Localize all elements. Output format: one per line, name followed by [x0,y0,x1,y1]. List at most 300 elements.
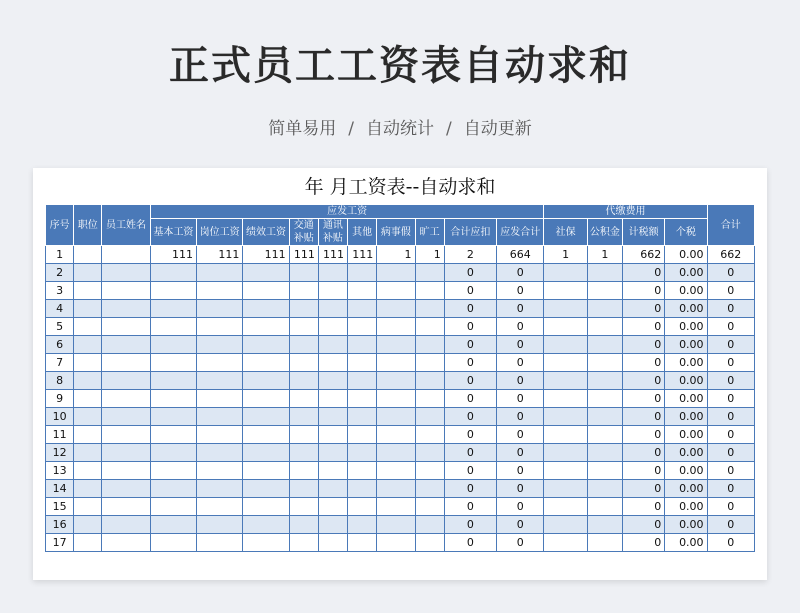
cell-other[interactable] [348,534,377,552]
cell-fund[interactable] [587,408,622,426]
cell-comm[interactable] [318,282,347,300]
cell-social[interactable] [544,444,587,462]
cell-sick[interactable] [377,498,415,516]
header-comm[interactable]: 通讯补贴 [318,219,347,246]
cell-sick[interactable] [377,336,415,354]
cell-seq[interactable]: 17 [46,534,74,552]
cell-total-deduct[interactable]: 0 [444,300,496,318]
cell-fund[interactable] [587,336,622,354]
cell-fund[interactable] [587,282,622,300]
cell-taxable[interactable]: 0 [623,264,665,282]
cell-post[interactable] [197,462,243,480]
cell-total-deduct[interactable]: 0 [444,480,496,498]
cell-position[interactable] [74,282,102,300]
cell-social[interactable] [544,426,587,444]
cell-absent[interactable]: 1 [415,246,444,264]
cell-post[interactable] [197,516,243,534]
cell-social[interactable] [544,372,587,390]
cell-name[interactable] [102,354,150,372]
cell-total-pay[interactable]: 0 [497,264,544,282]
cell-position[interactable] [74,516,102,534]
cell-sick[interactable] [377,426,415,444]
header-tax[interactable]: 个税 [665,219,707,246]
cell-total-deduct[interactable]: 0 [444,318,496,336]
cell-post[interactable] [197,264,243,282]
cell-social[interactable] [544,390,587,408]
cell-grand-total[interactable]: 0 [707,372,754,390]
cell-grand-total[interactable]: 0 [707,462,754,480]
cell-tax[interactable]: 0.00 [665,516,707,534]
cell-name[interactable] [102,462,150,480]
cell-social[interactable] [544,282,587,300]
cell-grand-total[interactable]: 0 [707,408,754,426]
cell-absent[interactable] [415,516,444,534]
cell-tax[interactable]: 0.00 [665,498,707,516]
cell-perf[interactable] [243,444,289,462]
cell-total-pay[interactable]: 0 [497,372,544,390]
cell-social[interactable] [544,336,587,354]
cell-other[interactable] [348,372,377,390]
cell-comm[interactable] [318,372,347,390]
cell-seq[interactable]: 7 [46,354,74,372]
cell-transport[interactable] [289,336,318,354]
cell-absent[interactable] [415,480,444,498]
cell-absent[interactable] [415,426,444,444]
cell-total-pay[interactable]: 0 [497,498,544,516]
cell-name[interactable] [102,516,150,534]
cell-tax[interactable]: 0.00 [665,408,707,426]
cell-absent[interactable] [415,354,444,372]
cell-basic[interactable] [150,534,196,552]
cell-post[interactable] [197,426,243,444]
cell-taxable[interactable]: 0 [623,408,665,426]
cell-fund[interactable] [587,390,622,408]
cell-name[interactable] [102,282,150,300]
cell-other[interactable] [348,426,377,444]
cell-total-pay[interactable]: 0 [497,516,544,534]
cell-tax[interactable]: 0.00 [665,282,707,300]
cell-total-pay[interactable]: 0 [497,480,544,498]
cell-basic[interactable] [150,390,196,408]
cell-total-deduct[interactable]: 0 [444,372,496,390]
cell-seq[interactable]: 15 [46,498,74,516]
cell-fund[interactable] [587,372,622,390]
cell-seq[interactable]: 11 [46,426,74,444]
cell-basic[interactable] [150,264,196,282]
cell-sick[interactable] [377,354,415,372]
cell-absent[interactable] [415,444,444,462]
cell-total-pay[interactable]: 0 [497,426,544,444]
cell-grand-total[interactable]: 0 [707,516,754,534]
cell-total-deduct[interactable]: 0 [444,444,496,462]
cell-sick[interactable] [377,282,415,300]
cell-perf[interactable] [243,516,289,534]
header-basic[interactable]: 基本工资 [150,219,196,246]
cell-transport[interactable] [289,408,318,426]
cell-absent[interactable] [415,462,444,480]
cell-other[interactable]: 111 [348,246,377,264]
cell-perf[interactable] [243,534,289,552]
cell-comm[interactable] [318,462,347,480]
cell-fund[interactable] [587,300,622,318]
cell-seq[interactable]: 12 [46,444,74,462]
cell-other[interactable] [348,282,377,300]
cell-total-pay[interactable]: 0 [497,282,544,300]
cell-fund[interactable] [587,426,622,444]
cell-name[interactable] [102,300,150,318]
cell-position[interactable] [74,408,102,426]
cell-perf[interactable] [243,480,289,498]
cell-taxable[interactable]: 0 [623,318,665,336]
cell-tax[interactable]: 0.00 [665,390,707,408]
cell-taxable[interactable]: 0 [623,372,665,390]
cell-perf[interactable]: 111 [243,246,289,264]
cell-taxable[interactable]: 0 [623,498,665,516]
cell-seq[interactable]: 13 [46,462,74,480]
header-grand-total[interactable]: 合计 [707,205,754,246]
cell-fund[interactable]: 1 [587,246,622,264]
cell-total-deduct[interactable]: 2 [444,246,496,264]
cell-fund[interactable] [587,354,622,372]
cell-total-deduct[interactable]: 0 [444,390,496,408]
cell-absent[interactable] [415,264,444,282]
cell-comm[interactable] [318,534,347,552]
cell-transport[interactable] [289,264,318,282]
cell-comm[interactable] [318,444,347,462]
cell-other[interactable] [348,264,377,282]
header-perf[interactable]: 绩效工资 [243,219,289,246]
cell-sick[interactable] [377,444,415,462]
cell-basic[interactable] [150,318,196,336]
cell-other[interactable] [348,444,377,462]
cell-total-deduct[interactable]: 0 [444,354,496,372]
cell-total-pay[interactable]: 0 [497,336,544,354]
cell-tax[interactable]: 0.00 [665,264,707,282]
cell-perf[interactable] [243,264,289,282]
cell-post[interactable] [197,408,243,426]
cell-absent[interactable] [415,534,444,552]
cell-tax[interactable]: 0.00 [665,426,707,444]
cell-grand-total[interactable]: 0 [707,426,754,444]
cell-tax[interactable]: 0.00 [665,534,707,552]
cell-tax[interactable]: 0.00 [665,300,707,318]
cell-position[interactable] [74,480,102,498]
cell-comm[interactable]: 111 [318,246,347,264]
cell-sick[interactable] [377,372,415,390]
cell-total-deduct[interactable]: 0 [444,426,496,444]
cell-grand-total[interactable]: 0 [707,354,754,372]
cell-total-pay[interactable]: 0 [497,444,544,462]
cell-seq[interactable]: 16 [46,516,74,534]
cell-basic[interactable] [150,336,196,354]
cell-grand-total[interactable]: 662 [707,246,754,264]
cell-comm[interactable] [318,300,347,318]
cell-taxable[interactable]: 0 [623,282,665,300]
cell-post[interactable]: 111 [197,246,243,264]
cell-total-deduct[interactable]: 0 [444,336,496,354]
cell-total-pay[interactable]: 0 [497,462,544,480]
cell-post[interactable] [197,390,243,408]
cell-basic[interactable] [150,372,196,390]
cell-total-pay[interactable]: 0 [497,300,544,318]
cell-fund[interactable] [587,462,622,480]
cell-seq[interactable]: 8 [46,372,74,390]
cell-post[interactable] [197,444,243,462]
cell-sick[interactable] [377,318,415,336]
cell-tax[interactable]: 0.00 [665,246,707,264]
cell-name[interactable] [102,480,150,498]
cell-social[interactable] [544,318,587,336]
cell-sick[interactable] [377,390,415,408]
cell-total-pay[interactable]: 0 [497,354,544,372]
cell-fund[interactable] [587,264,622,282]
cell-post[interactable] [197,336,243,354]
cell-other[interactable] [348,408,377,426]
cell-taxable[interactable]: 0 [623,354,665,372]
cell-position[interactable] [74,534,102,552]
cell-name[interactable] [102,336,150,354]
cell-comm[interactable] [318,318,347,336]
cell-taxable[interactable]: 0 [623,336,665,354]
cell-grand-total[interactable]: 0 [707,534,754,552]
cell-name[interactable] [102,264,150,282]
cell-grand-total[interactable]: 0 [707,444,754,462]
cell-perf[interactable] [243,498,289,516]
cell-tax[interactable]: 0.00 [665,462,707,480]
header-absent[interactable]: 旷工 [415,219,444,246]
cell-fund[interactable] [587,480,622,498]
cell-post[interactable] [197,498,243,516]
cell-basic[interactable]: 111 [150,246,196,264]
cell-position[interactable] [74,462,102,480]
cell-other[interactable] [348,390,377,408]
cell-name[interactable] [102,408,150,426]
cell-perf[interactable] [243,426,289,444]
cell-social[interactable] [544,516,587,534]
cell-seq[interactable]: 3 [46,282,74,300]
cell-position[interactable] [74,318,102,336]
cell-sick[interactable] [377,264,415,282]
cell-name[interactable] [102,246,150,264]
cell-grand-total[interactable]: 0 [707,480,754,498]
cell-taxable[interactable]: 0 [623,534,665,552]
cell-seq[interactable]: 14 [46,480,74,498]
cell-post[interactable] [197,480,243,498]
cell-comm[interactable] [318,408,347,426]
header-social[interactable]: 社保 [544,219,587,246]
cell-comm[interactable] [318,390,347,408]
cell-transport[interactable] [289,498,318,516]
cell-sick[interactable] [377,534,415,552]
cell-social[interactable] [544,264,587,282]
cell-position[interactable] [74,264,102,282]
cell-total-deduct[interactable]: 0 [444,534,496,552]
cell-social[interactable] [544,462,587,480]
cell-position[interactable] [74,498,102,516]
cell-absent[interactable] [415,318,444,336]
cell-transport[interactable] [289,480,318,498]
cell-post[interactable] [197,372,243,390]
cell-absent[interactable] [415,390,444,408]
cell-seq[interactable]: 4 [46,300,74,318]
cell-basic[interactable] [150,516,196,534]
cell-position[interactable] [74,372,102,390]
cell-post[interactable] [197,534,243,552]
cell-absent[interactable] [415,372,444,390]
cell-perf[interactable] [243,462,289,480]
cell-taxable[interactable]: 0 [623,300,665,318]
cell-position[interactable] [74,354,102,372]
cell-social[interactable] [544,300,587,318]
cell-total-deduct[interactable]: 0 [444,282,496,300]
cell-comm[interactable] [318,264,347,282]
cell-sick[interactable] [377,516,415,534]
cell-fund[interactable] [587,498,622,516]
cell-grand-total[interactable]: 0 [707,318,754,336]
cell-absent[interactable] [415,300,444,318]
cell-comm[interactable] [318,354,347,372]
cell-taxable[interactable]: 0 [623,390,665,408]
cell-basic[interactable] [150,480,196,498]
cell-grand-total[interactable]: 0 [707,264,754,282]
cell-total-deduct[interactable]: 0 [444,498,496,516]
cell-social[interactable] [544,354,587,372]
cell-taxable[interactable]: 0 [623,462,665,480]
cell-grand-total[interactable]: 0 [707,336,754,354]
cell-grand-total[interactable]: 0 [707,390,754,408]
cell-tax[interactable]: 0.00 [665,318,707,336]
cell-total-pay[interactable]: 0 [497,408,544,426]
cell-basic[interactable] [150,444,196,462]
cell-post[interactable] [197,282,243,300]
header-sick[interactable]: 病事假 [377,219,415,246]
cell-sick[interactable] [377,300,415,318]
cell-tax[interactable]: 0.00 [665,480,707,498]
header-seq[interactable]: 序号 [46,205,74,246]
cell-transport[interactable] [289,534,318,552]
cell-perf[interactable] [243,390,289,408]
cell-basic[interactable] [150,408,196,426]
cell-other[interactable] [348,318,377,336]
cell-total-deduct[interactable]: 0 [444,264,496,282]
cell-name[interactable] [102,534,150,552]
cell-transport[interactable] [289,372,318,390]
cell-total-pay[interactable]: 0 [497,390,544,408]
cell-transport[interactable]: 111 [289,246,318,264]
header-taxable[interactable]: 计税额 [623,219,665,246]
cell-social[interactable] [544,408,587,426]
cell-other[interactable] [348,498,377,516]
cell-perf[interactable] [243,282,289,300]
cell-taxable[interactable]: 0 [623,426,665,444]
cell-transport[interactable] [289,426,318,444]
cell-seq[interactable]: 10 [46,408,74,426]
cell-perf[interactable] [243,408,289,426]
cell-seq[interactable]: 2 [46,264,74,282]
header-fund[interactable]: 公积金 [587,219,622,246]
cell-name[interactable] [102,318,150,336]
cell-position[interactable] [74,426,102,444]
cell-name[interactable] [102,498,150,516]
cell-position[interactable] [74,336,102,354]
cell-grand-total[interactable]: 0 [707,282,754,300]
cell-social[interactable] [544,498,587,516]
cell-fund[interactable] [587,516,622,534]
cell-transport[interactable] [289,462,318,480]
cell-post[interactable] [197,300,243,318]
cell-absent[interactable] [415,336,444,354]
cell-taxable[interactable]: 0 [623,444,665,462]
cell-name[interactable] [102,372,150,390]
cell-transport[interactable] [289,354,318,372]
cell-perf[interactable] [243,354,289,372]
cell-total-deduct[interactable]: 0 [444,516,496,534]
cell-position[interactable] [74,444,102,462]
cell-total-deduct[interactable]: 0 [444,462,496,480]
cell-sick[interactable] [377,480,415,498]
header-post[interactable]: 岗位工资 [197,219,243,246]
cell-transport[interactable] [289,282,318,300]
cell-other[interactable] [348,516,377,534]
cell-basic[interactable] [150,354,196,372]
cell-social[interactable]: 1 [544,246,587,264]
cell-basic[interactable] [150,282,196,300]
cell-fund[interactable] [587,318,622,336]
cell-absent[interactable] [415,408,444,426]
header-total-pay[interactable]: 应发合计 [497,219,544,246]
cell-basic[interactable] [150,498,196,516]
cell-tax[interactable]: 0.00 [665,336,707,354]
cell-seq[interactable]: 1 [46,246,74,264]
header-name[interactable]: 员工姓名 [102,205,150,246]
cell-comm[interactable] [318,426,347,444]
header-position[interactable]: 职位 [74,205,102,246]
cell-transport[interactable] [289,516,318,534]
cell-fund[interactable] [587,444,622,462]
cell-perf[interactable] [243,318,289,336]
cell-sick[interactable] [377,462,415,480]
cell-total-pay[interactable]: 0 [497,534,544,552]
sheet-title[interactable]: 年 月工资表--自动求和 [304,176,496,198]
cell-social[interactable] [544,534,587,552]
cell-basic[interactable] [150,462,196,480]
cell-name[interactable] [102,444,150,462]
cell-absent[interactable] [415,498,444,516]
cell-seq[interactable]: 9 [46,390,74,408]
cell-post[interactable] [197,354,243,372]
cell-absent[interactable] [415,282,444,300]
cell-other[interactable] [348,354,377,372]
header-transport[interactable]: 交通补贴 [289,219,318,246]
cell-seq[interactable]: 5 [46,318,74,336]
cell-tax[interactable]: 0.00 [665,372,707,390]
cell-other[interactable] [348,300,377,318]
cell-grand-total[interactable]: 0 [707,300,754,318]
cell-comm[interactable] [318,498,347,516]
cell-total-deduct[interactable]: 0 [444,408,496,426]
cell-other[interactable] [348,480,377,498]
cell-name[interactable] [102,390,150,408]
cell-taxable[interactable]: 662 [623,246,665,264]
cell-transport[interactable] [289,300,318,318]
header-total-deduct[interactable]: 合计应扣 [444,219,496,246]
cell-sick[interactable]: 1 [377,246,415,264]
cell-basic[interactable] [150,426,196,444]
header-group-withhold[interactable]: 代缴费用 [544,205,707,219]
cell-grand-total[interactable]: 0 [707,498,754,516]
cell-transport[interactable] [289,318,318,336]
cell-name[interactable] [102,426,150,444]
